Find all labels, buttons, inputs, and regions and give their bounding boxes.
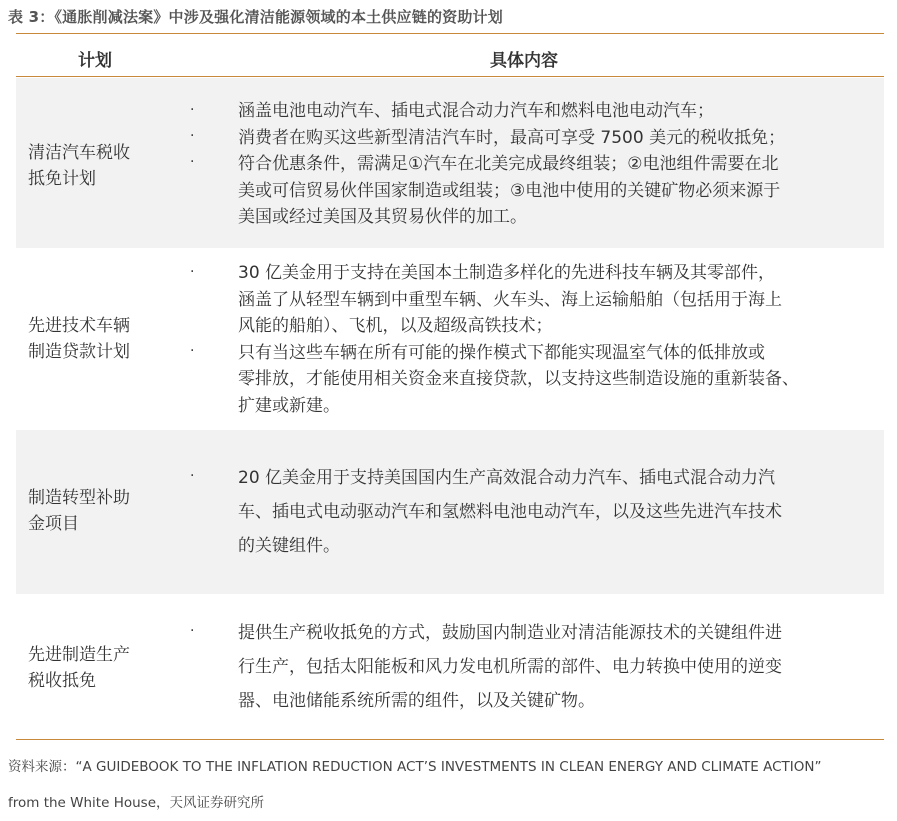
header-content: 具体内容: [490, 51, 558, 71]
table-row: [16, 430, 884, 594]
table-row: [16, 252, 884, 428]
table-row: [16, 78, 884, 248]
bullet-icon: ·: [190, 468, 195, 484]
source-note: [8, 749, 888, 821]
plan-content: 涵盖电池电动汽车、插电式混合动力汽车和燃料电池电动汽车； 消费者在购买这些新型清洁汽车时，最高可享受 7500 美元的税收抵免； 符合优惠条件，需满足①汽车在北美完成最终组装；②电池组件需要在北 美或可信贸易伙伴国家制造或组装；③电池中使用的关键矿物必须来源于 美国或经过美国及其贸易伙伴的加工。: [238, 101, 786, 227]
plan-name: 清洁汽车税收 抵免计划: [28, 143, 130, 189]
table-title: 表 3：《通胀削减法案》中涉及强化清洁能源领域的本土供应链的资助计划: [8, 8, 503, 26]
top-rule: [16, 33, 884, 34]
plan-content: 30 亿美金用于支持在美国本土制造多样化的先进科技车辆及其零部件， 涵盖了从轻型车辆到中重型车辆、火车头、海上运输船舶（包括用于海上 风能的船舶）、飞机，以及超级高铁技术； 只有当这些车辆在所有可能的操作模式下都能实现温室气体的低排放或 零排放，才能使用相关资金来直接贷款，以支持这些制造设施的重新装备、 扩建或新建。: [238, 263, 799, 416]
bullet-icon: ·: [190, 264, 195, 280]
header-plan: 计划: [78, 51, 112, 71]
source-line: from the White House，天风证券研究所: [8, 795, 265, 811]
plan-content: 20 亿美金用于支持美国国内生产高效混合动力汽车、插电式混合动力汽 车、插电式电动驱动汽车和氢燃料电池电动汽车，以及这些先进汽车技术 的关键组件。: [238, 468, 782, 556]
header-rule: [16, 76, 884, 77]
plan-content: 提供生产税收抵免的方式，鼓励国内制造业对清洁能源技术的关键组件进 行生产，包括太阳能板和风力发电机所需的部件、电力转换中使用的逆变 器、电池储能系统所需的组件，以及关键矿物。: [238, 623, 782, 711]
bullet-icon: ·: [190, 128, 195, 144]
bullet-icon: ·: [190, 102, 195, 118]
bullet-icon: ·: [190, 343, 195, 359]
bullet-icon: ·: [190, 623, 195, 639]
table-row: [16, 598, 884, 736]
plan-name: 制造转型补助 金项目: [28, 488, 130, 534]
bottom-rule: [16, 739, 884, 740]
source-line: 资料来源：“A GUIDEBOOK TO THE INFLATION REDUCTION ACT’S INVESTMENTS IN CLEAN ENERGY AND CLIMATE ACTION”: [8, 759, 822, 775]
bullet-icon: ·: [190, 154, 195, 170]
plan-name: 先进制造生产 税收抵免: [28, 645, 130, 691]
plan-name: 先进技术车辆 制造贷款计划: [28, 316, 130, 362]
